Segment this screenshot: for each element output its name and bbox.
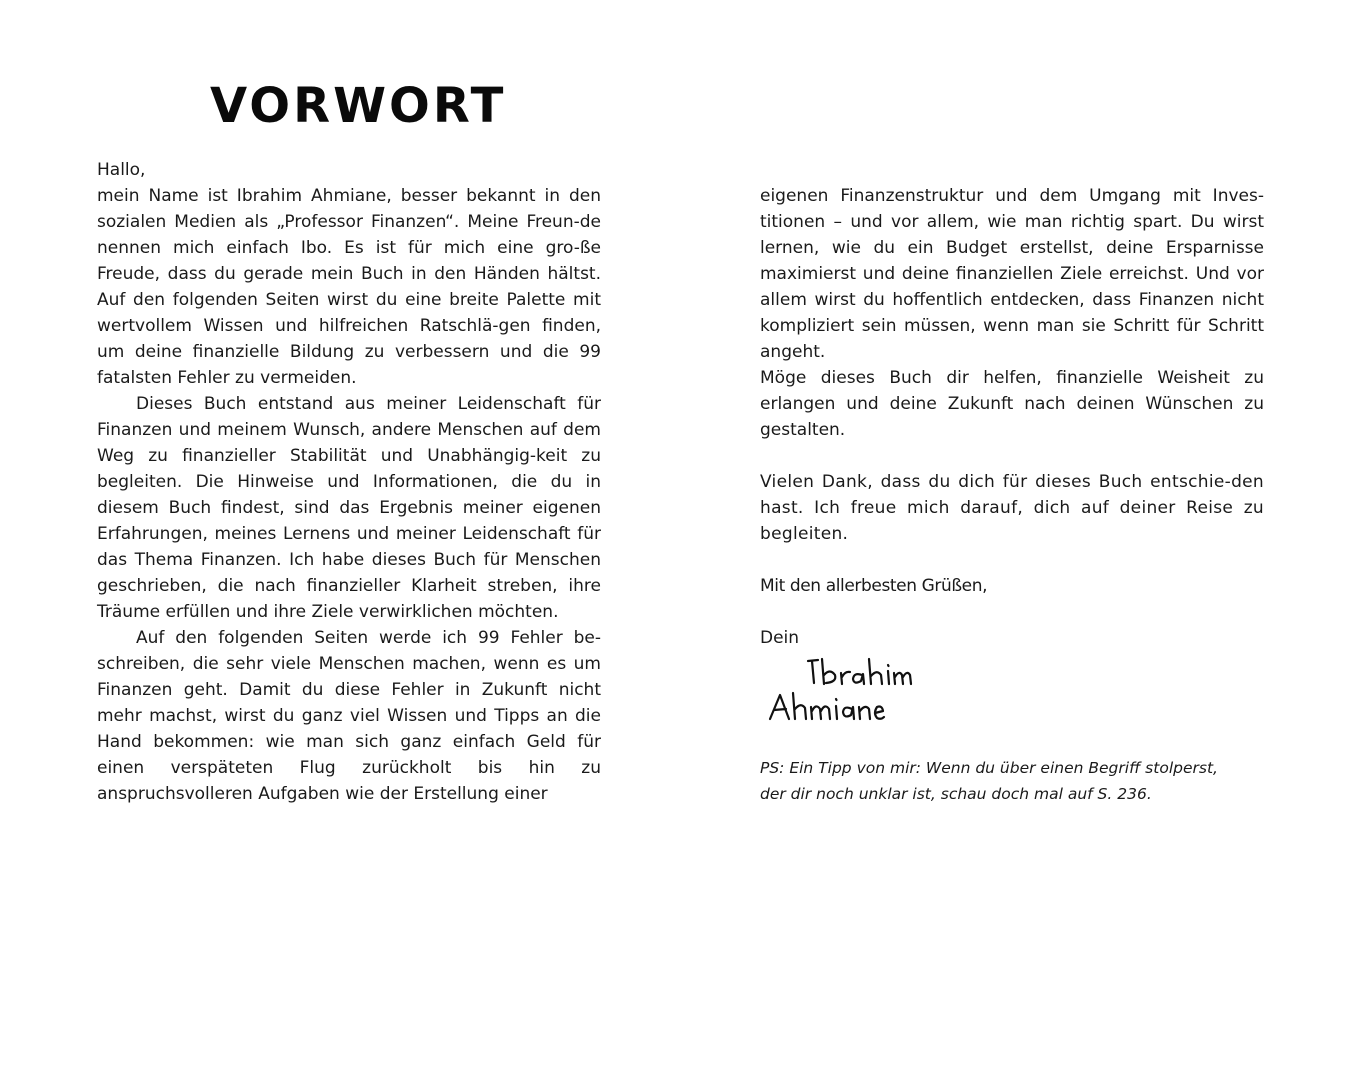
paragraph-origin: Dieses Buch entstand aus meiner Leidenschaft für Finanzen und meinem Wunsch, andere Menschen auf dem Weg zu finanzieller Stabilität und Unabhängig-keit zu begleiten. Die Hinweise und Informationen, die du in diesem Buch findest, sind das Ergebnis meiner eigenen Erfahrungen, meines Lernens und meiner Leidenschaft für das Thema Finanzen. Ich habe dieses Buch für Menschen geschrieben, die nach finanzieller Klarheit streben, ihre Träume erfüllen und ihre Ziele verwirklichen möchten.: [97, 394, 601, 622]
paragraph-mistakes: Auf den folgenden Seiten werde ich 99 Fehler be-schreiben, die sehr viele Menschen machen, wenn es um Finanzen geht. Damit du diese Fehler in Zukunft nicht mehr machst, wirst du ganz viel Wissen und Tipps an die Hand bekommen: wie man sich ganz einfach Geld für einen verspäteten Flug zurückholt bis hin zu anspruchsvolleren Aufgaben wie der Erstellung einer: [97, 628, 601, 804]
left-column: [97, 157, 601, 807]
paragraph-continuation: eigenen Finanzenstruktur und dem Umgang mit Inves-titionen – und vor allem, wie man richtig spart. Du wirst lernen, wie du ein Budget erstellst, deine Ersparnisse maximierst und deine finanziellen Ziele erreichst. Und vor allem wirst du hoffentlich entdecken, dass Finanzen nicht kompliziert sein müssen, wenn man sie Schritt für Schritt angeht.: [760, 186, 1264, 362]
salutation: Hallo,: [97, 160, 146, 180]
page-title: VORWORT: [210, 78, 507, 134]
handwritten-signature: [760, 651, 1264, 755]
closing-dein: Dein: [760, 628, 800, 648]
paragraph-thanks: Vielen Dank, dass du dich für dieses Buch entschie-den hast. Ich freue mich darauf, dich auf deiner Reise zu begleiten.: [760, 472, 1264, 544]
ps-line-2: der dir noch unklar ist, schau doch mal auf S. 236.: [760, 785, 1152, 803]
closing-greeting: Mit den allerbesten Grüßen,: [760, 576, 988, 596]
right-column: [760, 183, 1264, 807]
signature-image: [760, 651, 980, 755]
ps-line-1: PS: Ein Tipp von mir: Wenn du über einen Begriff stolperst,: [760, 759, 1218, 777]
paragraph-wish: Möge dieses Buch dir helfen, finanzielle Weisheit zu erlangen und deine Zukunft nach deinen Wünschen zu gestalten.: [760, 368, 1264, 440]
intro-paragraph: mein Name ist Ibrahim Ahmiane, besser bekannt in den sozialen Medien als „Professor Finanzen“. Meine Freun-de nennen mich einfach Ibo. Es ist für mich eine gro-ße Freude, dass du gerade mein Buch in den Händen hältst. Auf den folgenden Seiten wirst du eine breite Palette mit wertvollem Wissen und hilfreichen Ratschlä-gen finden, um deine finanzielle Bildung zu verbessern und die 99 fatalsten Fehler zu vermeiden.: [97, 186, 601, 388]
